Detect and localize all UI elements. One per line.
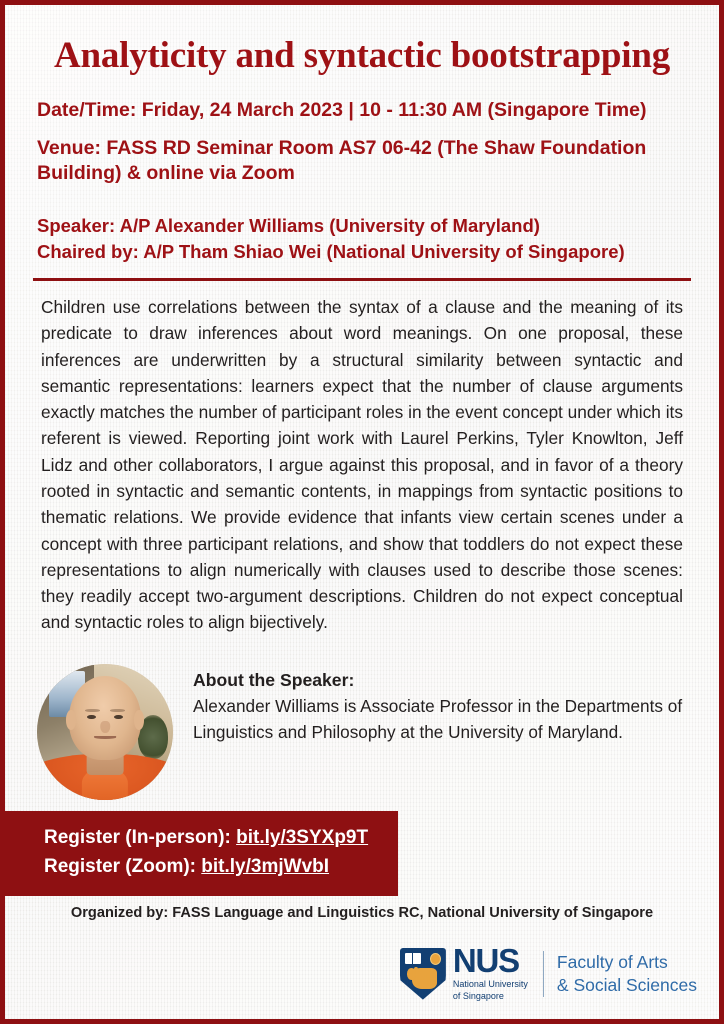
about-speaker-body: Alexander Williams is Associate Professor in the Departments of Linguistics and Philosophy at the University of Maryland.: [193, 696, 683, 742]
nus-subtitle-line1: National University: [452, 978, 528, 989]
chair-name-line: Chaired by: A/P Tham Shiao Wei (National University of Singapore): [37, 240, 625, 262]
nus-subtitle-line2: of Singapore: [452, 991, 504, 1002]
abstract-text: Children use correlations between the syntax of a clause and the meaning of its predicate to draw inferences about word meanings. On one proposal, these inferences are underwritten by a structural similarity between syntactic and semantic representations: learners expect that the number of clause arguments exactly matches the number of participant roles in the event concept under which its referent is viewed. Reporting joint work with Laurel Perkins, Tyler Knowlton, Jeff Lidz and other collaborators, I argue against this proposal, and in favor of a theory rooted in syntactic and semantic contents, in mappings from syntactic positions to thematic relations. We provide evidence that infants view certain scenes under a concept with three participant relations, and show that toddlers do not expect these representations to align numerically with clauses used to describe those scenes: they readily accept two-argument descriptions. Children do not expect conceptual and syntactic roles to align bijectively.: [41, 297, 683, 633]
faculty-line-2: & Social Sciences: [556, 974, 697, 995]
register-in-person-line: [0, 824, 398, 853]
about-speaker-section: [37, 662, 687, 800]
registration-band: [0, 811, 398, 896]
speaker-details: [37, 213, 687, 264]
speaker-name-line: Speaker: A/P Alexander Williams (University of Maryland): [37, 215, 540, 237]
organizer-line: Organized by: FASS Language and Linguistics RC, National University of Singapore: [70, 905, 654, 921]
register-zoom-link[interactable]: bit.ly/3mjWvbI: [201, 855, 330, 877]
event-details: [37, 98, 687, 187]
faculty-line-1: Faculty of Arts: [556, 951, 668, 972]
page-title: Analyticity and syntactic bootstrapping: [53, 35, 671, 76]
portrait-eyebrow-left: [85, 709, 100, 713]
logo-divider: [543, 951, 544, 997]
about-speaker-heading: About the Speaker:: [193, 669, 355, 690]
section-divider: [33, 278, 691, 281]
nus-crest-icon: [400, 948, 446, 1000]
nus-acronym: NUS: [452, 942, 519, 979]
nus-fass-logo: [400, 942, 697, 1002]
crest-emblem-icon: [430, 953, 441, 965]
portrait-nose: [100, 721, 110, 733]
register-in-person-link[interactable]: bit.ly/3SYXp9T: [236, 827, 369, 848]
register-zoom-label: Register (Zoom):: [44, 855, 202, 877]
event-venue: Venue: FASS RD Seminar Room AS7 06-42 (The Shaw Foundation Building) & online via Zoom: [37, 136, 647, 185]
register-in-person-label: Register (In-person):: [44, 827, 237, 848]
event-datetime: Date/Time: Friday, 24 March 2023 | 10 - 11:30 AM (Singapore Time): [37, 98, 647, 121]
register-zoom-line: [0, 853, 398, 882]
about-speaker-text: [193, 662, 687, 745]
portrait-head: [69, 676, 141, 760]
speaker-portrait-avatar: [37, 664, 173, 800]
faculty-name: [557, 951, 697, 997]
crest-book-icon: [405, 953, 421, 964]
nus-wordmark: [452, 942, 528, 1002]
